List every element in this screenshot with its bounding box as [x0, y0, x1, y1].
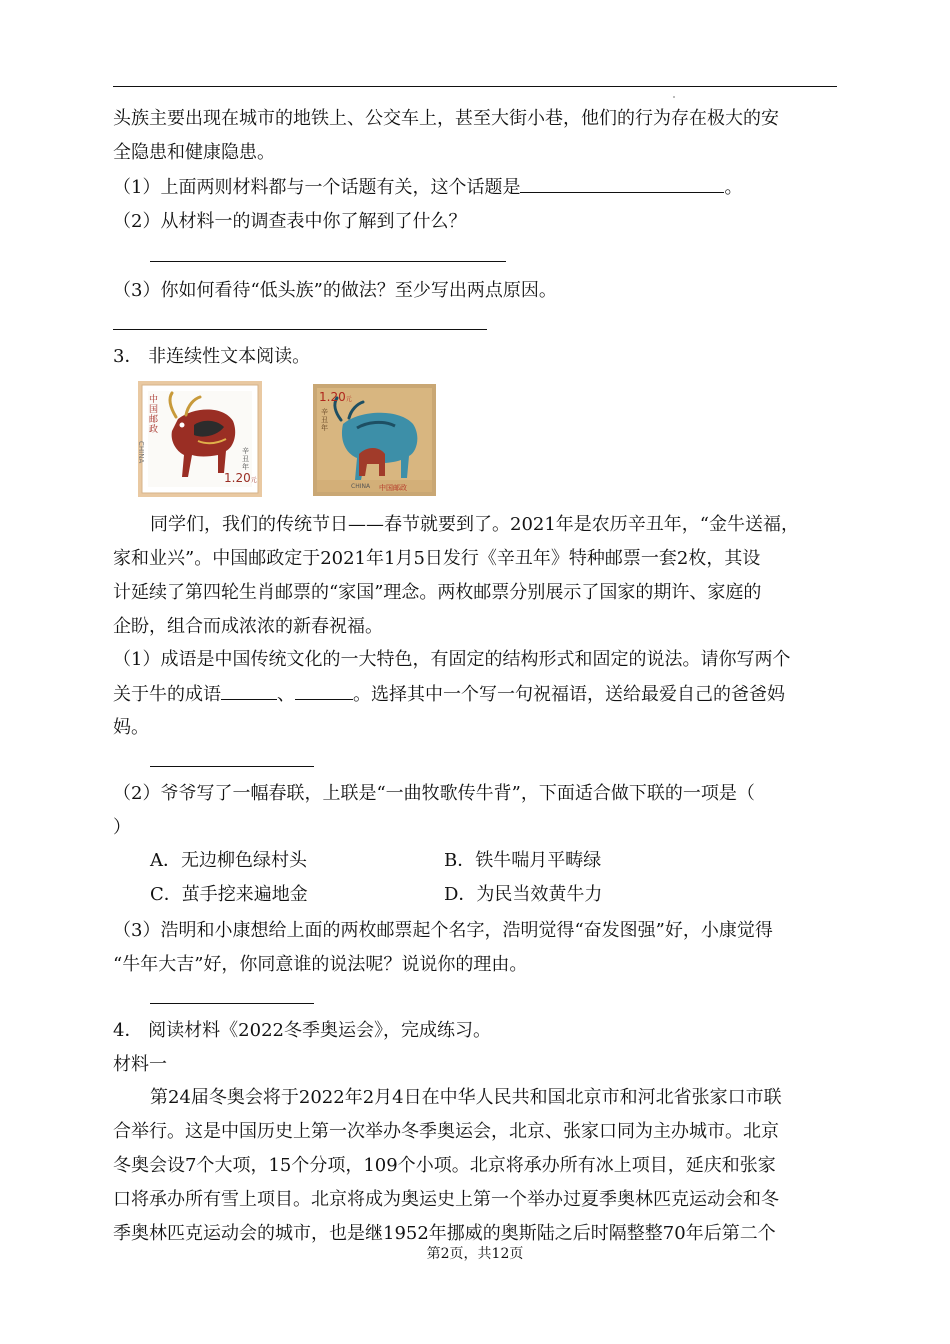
stamp-country-cn: 中国邮政: [379, 484, 407, 492]
question-text: 关于牛的成语 、 。选择其中一个写一句祝福语，送给最爱自己的爸爸妈: [113, 684, 785, 705]
ox-stamp-1: [138, 381, 262, 497]
page-footer: 第2页，共12页: [426, 1246, 524, 1262]
question-text: （1）成语是中国传统文化的一大特色，有固定的结构形式和固定的说法。请你写两个: [113, 649, 791, 670]
section-4-title: 4． 阅读材料《2022冬季奥运会》，完成练习。: [113, 1020, 491, 1041]
passage-line: 第24届冬奥会将于2022年2月4日在中华人民共和国北京市和河北省张家口市联: [150, 1087, 782, 1108]
passage-line: 合举行。这是中国历史上第一次举办冬季奥运会，北京、张家口同为主办城市。北京: [113, 1121, 779, 1142]
speck: [673, 96, 675, 98]
ox-stamp-2: [313, 384, 436, 496]
question-text: 妈。: [113, 717, 149, 738]
passage-line: 冬奥会设7个大项，15个分项，109个小项。北京将承办所有冰上项目，延庆和张家: [113, 1155, 776, 1176]
answer-blank[interactable]: [150, 261, 506, 262]
question-1: [113, 176, 742, 199]
option-c[interactable]: C．茧手挖来遍地金: [150, 884, 308, 905]
header-rule: [113, 86, 837, 87]
option-b[interactable]: B．铁牛喘月平畴绿: [444, 850, 602, 871]
question-text: ）: [113, 817, 131, 838]
answer-blank[interactable]: [221, 683, 277, 700]
option-a[interactable]: A．无边柳色绿村头: [150, 850, 307, 871]
question-text: （2）爷爷写了一幅春联，上联是“一曲牧歌传牛背”，下面适合做下联的一项是（: [113, 783, 755, 804]
option-d[interactable]: D．为民当效黄牛力: [444, 884, 603, 905]
stamp-year-label: 辛丑年: [321, 408, 328, 432]
passage-line: 季奥林匹克运动会的城市，也是继1952年挪威的奥斯陆之后时隔整整70年后第二个: [113, 1223, 776, 1244]
text-line: 头族主要出现在城市的地铁上、公交车上，甚至大街小巷，他们的行为存在极大的安: [113, 108, 779, 129]
answer-blank[interactable]: [150, 1003, 314, 1004]
question-2: （2）从材料一的调查表中你了解到了什么？: [113, 211, 467, 232]
stamp-country-en: CHINA: [351, 483, 371, 490]
passage-line: 同学们，我们的传统节日——春节就要到了。2021年是农历辛丑年，“金牛送福，: [150, 514, 800, 535]
passage-line: 计延续了第四轮生肖邮票的“家国”理念。两枚邮票分别展示了国家的期许、家庭的: [113, 582, 762, 603]
material-label: 材料一: [113, 1054, 167, 1075]
stamp-denomination: 1.20元: [319, 390, 352, 404]
question-text: （3）浩明和小康想给上面的两枚邮票起个名字，浩明觉得“奋发图强”好，小康觉得: [113, 920, 773, 941]
stamp-country-en: CHINA: [137, 441, 145, 464]
stamp-year-label: 辛丑年: [242, 447, 249, 471]
stamp-denomination: 1.20元: [224, 471, 257, 485]
passage-line: 企盼，组合而成浓浓的新春祝福。: [113, 616, 383, 637]
answer-blank[interactable]: [150, 766, 314, 767]
answer-blank[interactable]: [520, 176, 724, 193]
question-text: （1）上面两则材料都与一个话题有关，这个话题是: [113, 177, 521, 198]
section-3-title: 3． 非连续性文本阅读。: [113, 346, 311, 367]
answer-blank[interactable]: [295, 683, 353, 700]
question-3: （3）你如何看待“低头族”的做法？至少写出两点原因。: [113, 280, 557, 301]
answer-blank[interactable]: [113, 329, 487, 330]
question-text: “牛年大吉”好，你同意谁的说法呢？说说你的理由。: [113, 954, 528, 975]
text-line: 全隐患和健康隐患。: [113, 142, 275, 163]
passage-line: 家和业兴”。中国邮政定于2021年1月5日发行《辛丑年》特种邮票一套2枚，其设: [113, 548, 761, 569]
question-text-end: 。: [724, 177, 743, 198]
stamp-country-cn: 中国邮政: [149, 395, 159, 435]
passage-line: 口将承办所有雪上项目。北京将成为奥运史上第一个举办过夏季奥林匹克运动会和冬: [113, 1189, 779, 1210]
